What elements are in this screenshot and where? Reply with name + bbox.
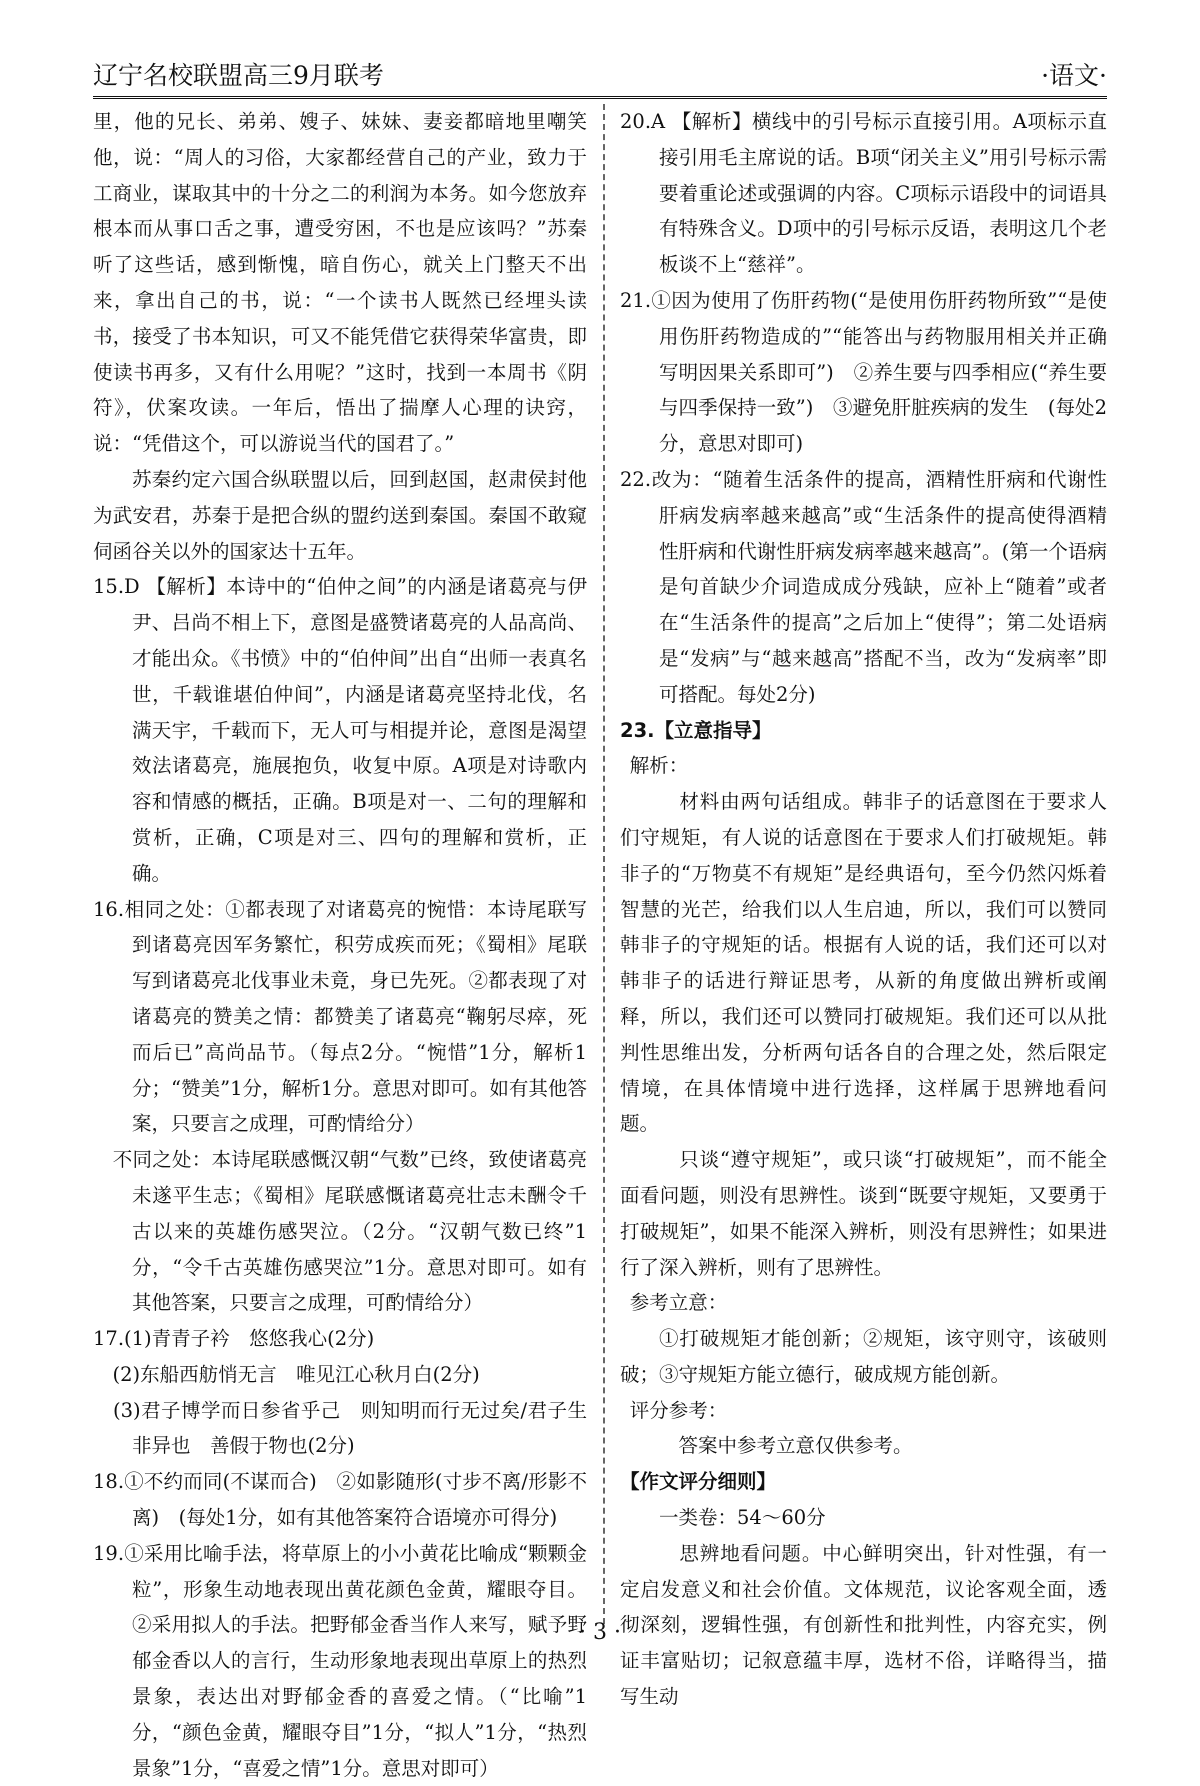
answer-paragraph: 22.改为：“随着生活条件的提高，酒精性肝病和代谢性肝病发病率越来越高”或“生活条件的提高使得酒精性肝病和代谢性肝病发病率越来越高”。(第一个语病是句首缺少介词造成成分残缺，应补上“随着”或者在“生活条件的提高”之后加上“使得”；第二处语病是“发病”与“越来越高”搭配不当，改为“发病率”即可搭配。每处2分) xyxy=(620,467,1107,706)
answer-paragraph: 解析： xyxy=(629,754,689,778)
column-divider xyxy=(603,104,605,1624)
answer-paragraph: (3)君子博学而日参省乎己 则知明而行无过矣/君子生非异也 善假于物也(2分) xyxy=(93,1398,587,1458)
left-column xyxy=(93,104,587,1786)
answer-paragraph: 20.A 【解析】横线中的引号标示直接引用。A项标示直接引用毛主席说的话。B项“闭关主义”用引号标示需要着重论述或强调的内容。C项标示语段中的词语具有特殊含义。D项中的引号标示反语，表明这几个老板谈不上“慈祥”。 xyxy=(620,110,1107,277)
answer-paragraph: 23.【立意指导】 xyxy=(620,718,772,742)
answer-paragraph: 【作文评分细则】 xyxy=(620,1470,777,1494)
answer-paragraph: 思辨地看问题。中心鲜明突出，针对性强，有一定启发意义和社会价值。文体规范，议论客观全面，透彻深刻，逻辑性强，有创新性和批判性，内容充实，例证丰富贴切；记叙意蕴丰厚，选材不俗，详略得当，描写生动 xyxy=(620,1541,1107,1709)
answer-paragraph: 19.①采用比喻手法，将草原上的小小黄花比喻成“颗颗金粒”，形象生动地表现出黄花颜色金黄，耀眼夺目。②采用拟人的手法。把野郁金香当作人来写，赋予野郁金香以人的言行，生动形象地表现出草原上的热烈景象，表达出对野郁金香的喜爱之情。（“比喻”1分，“颜色金黄，耀眼夺目”1分，“拟人”1分，“热烈景象”1分，“喜爱之情”1分。意思对即可） xyxy=(93,1541,587,1780)
answer-paragraph: 只谈“遵守规矩”，或只谈“打破规矩”，而不能全面看问题，则没有思辨性。谈到“既要守规矩，又要勇于打破规矩”，如果不能深入辨析，则没有思辨性；如果进行了深入辨析，则有了思辨性。 xyxy=(620,1148,1107,1279)
answer-paragraph: 16.相同之处：①都表现了对诸葛亮的惋惜：本诗尾联写到诸葛亮因军务繁忙，积劳成疾而死；《蜀相》尾联写到诸葛亮北伐事业未竟，身已先死。②都表现了对诸葛亮的赞美之情：都赞美了诸葛亮“鞠躬尽瘁，死而后已”高尚品节。（每点2分。“惋惜”1分，解析1分；“赞美”1分，解析1分。意思对即可。如有其他答案，只要言之成理，可酌情给分） xyxy=(93,897,587,1136)
answer-paragraph: 里，他的兄长、弟弟、嫂子、妹妹、妻妾都暗地里嘲笑他，说：“周人的习俗，大家都经营自己的产业，致力于工商业，谋取其中的十分之二的利润为本务。如今您放弃根本而从事口舌之事，遭受穷困，不也是应该吗？”苏秦听了这些话，感到惭愧，暗自伤心，就关上门整天不出来，拿出自己的书，说：“一个读书人既然已经埋头读书，接受了书本知识，可又不能凭借它获得荣华富贵，即使读书再多，又有什么用呢？”这时，找到一本周书《阴符》，伏案攻读。一年后，悟出了揣摩人心理的诀窍，说：“凭借这个，可以游说当代的国君了。” xyxy=(93,110,587,456)
answer-paragraph: 15.D 【解析】本诗中的“伯仲之间”的内涵是诸葛亮与伊尹、吕尚不相上下，意图是盛赞诸葛亮的人品高尚、才能出众。《书愤》中的“伯仲间”出自“出师一表真名世，千载谁堪伯仲间”，内涵是诸葛亮坚持北伐，名满天宇，千载而下，无人可与相提并论，意图是渴望效法诸葛亮，施展抱负，收复中原。A项是对诗歌内容和情感的概括，正确。B项是对一、二句的理解和赏析，正确，C项是对三、四句的理解和赏析，正确。 xyxy=(93,575,587,885)
subject-label: ·语文· xyxy=(1041,61,1107,90)
right-column xyxy=(620,104,1107,1715)
answer-paragraph: 材料由两句话组成。韩非子的话意图在于要求人们守规矩，有人说的话意图在于要求人们打破规矩。韩非子的“万物莫不有规矩”是经典语句，至今仍然闪烁着智慧的光芒，给我们以人生启迪，所以，我们可以赞同韩非子的守规矩的话。根据有人说的话，我们还可以对韩非子的话进行辩证思考，从新的角度做出辨析或阐释，所以，我们还可以赞同打破规矩。我们还可以从批判性思维出发，分析两句话各自的合理之处，然后限定情境，在具体情境中进行选择，这样属于思辨地看问题。 xyxy=(620,790,1107,1136)
page-number: · 3 · xyxy=(579,1620,621,1645)
answer-paragraph: 一类卷：54～60分 xyxy=(659,1506,826,1530)
answer-paragraph: 17.(1)青青子衿 悠悠我心(2分) xyxy=(93,1327,375,1351)
page-header xyxy=(93,58,1107,99)
answer-paragraph: 答案中参考立意仅供参考。 xyxy=(659,1434,913,1458)
answer-paragraph: 评分参考： xyxy=(629,1398,728,1422)
answer-paragraph: 参考立意： xyxy=(629,1291,728,1315)
exam-title: 辽宁名校联盟高三9月联考 xyxy=(93,61,384,90)
answer-paragraph: 苏秦约定六国合纵联盟以后，回到赵国，赵肃侯封他为武安君，苏秦于是把合纵的盟约送到秦国。秦国不敢窥伺函谷关以外的国家达十五年。 xyxy=(93,467,587,563)
answer-paragraph: 21.①因为使用了伤肝药物(“是使用伤肝药物所致”“是使用伤肝药物造成的”“能答出与药物服用相关并正确写明因果关系即可”) ②养生要与四季相应(“养生要与四季保持一致”) ③避免肝脏疾病的发生 (每处2分，意思对即可) xyxy=(620,288,1107,456)
answer-paragraph: (2)东船西舫悄无言 唯见江心秋月白(2分) xyxy=(93,1362,480,1386)
answer-paragraph: 18.①不约而同(不谋而合) ②如影随形(寸步不离/形影不离) (每处1分，如有其他答案符合语境亦可得分) xyxy=(93,1470,587,1530)
answer-paragraph: 不同之处：本诗尾联感慨汉朝“气数”已终，致使诸葛亮未遂平生志；《蜀相》尾联感慨诸葛亮壮志未酬令千古以来的英雄伤感哭泣。（2分。“汉朝气数已终”1分，“令千古英雄伤感哭泣”1分。意思对即可。如有其他答案，只要言之成理，可酌情给分） xyxy=(93,1148,587,1315)
answer-paragraph: ①打破规矩才能创新；②规矩，该守则守，该破则破；③守规矩方能立德行，破成规方能创新。 xyxy=(620,1327,1107,1386)
